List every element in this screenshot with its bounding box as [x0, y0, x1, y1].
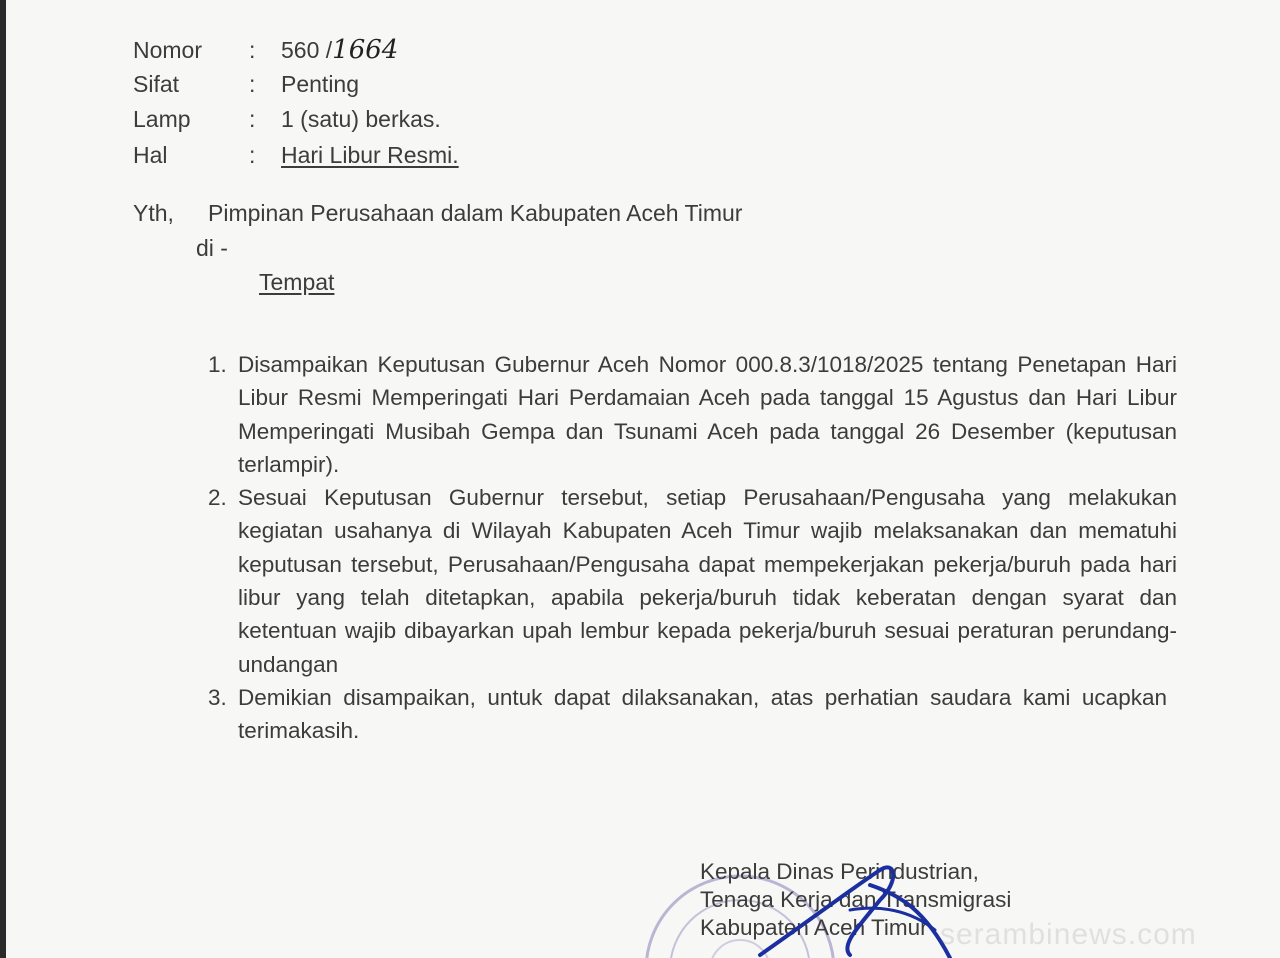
list-item — [205, 681, 1177, 748]
list-item — [205, 481, 1177, 681]
item-number: 1. — [208, 352, 227, 377]
watermark-text: serambinews.com — [940, 918, 1197, 951]
signature-line-2: Tenaga Kerja dan Transmigrasi — [700, 887, 1012, 912]
item-number: 2. — [208, 485, 227, 511]
nomor-handwritten: 1664 — [332, 35, 399, 65]
item-text: Demikian disampaikan, untuk dapat dilaksanakan, atas perhatian saudara kami ucapkan terimakasih. — [238, 684, 1167, 744]
di-label: di - — [196, 235, 228, 261]
nomor-colon: : — [249, 37, 256, 63]
tempat-label: Tempat — [259, 269, 335, 295]
lamp-colon: : — [249, 106, 256, 132]
item-number: 3. — [208, 684, 227, 710]
sifat-value: Penting — [281, 71, 360, 97]
hal-label: Hal — [133, 142, 168, 168]
item-text: Sesuai Keputusan Gubernur tersebut, setiap Perusahaan/Pengusaha yang melakukan kegiatan usahanya di Wilayah Kabupaten Aceh Timur wajib melaksanakan dan mematuhi keputusan tersebut, Perusahaan/Pengusaha dapat mempekerjakan pekerja/buruh pada hari libur yang telah ditetapkan, apabila pekerja/buruh tidak keberatan dengan syarat dan ketentuan wajib dibayarkan upah lembur kepada pekerja/buruh sesuai peraturan perundang-undangan — [238, 485, 1177, 677]
hal-value: Hari Libur Resmi. — [281, 142, 459, 168]
nomor-label: Nomor — [133, 37, 203, 63]
item-text: Disampaikan Keputusan Gubernur Aceh Nomor 000.8.3/1018/2025 tentang Penetapan Hari Libur Resmi Memperingati Hari Perdamaian Aceh pada tanggal 15 Agustus dan Hari Libur Memperingati Musibah Gempa dan Tsunami Aceh pada tanggal 26 Desember (keputusan terlampir). — [238, 352, 1177, 477]
lamp-label: Lamp — [133, 106, 191, 132]
sifat-colon: : — [249, 71, 256, 97]
body-list — [205, 348, 1177, 748]
sifat-label: Sifat — [133, 71, 180, 97]
nomor-printed: 560 / — [281, 37, 333, 63]
list-item — [205, 348, 1177, 481]
nomor-value — [281, 34, 398, 66]
yth-label: Yth, — [133, 200, 174, 226]
hal-colon: : — [249, 142, 256, 168]
recipient: Pimpinan Perusahaan dalam Kabupaten Aceh Timur — [208, 200, 743, 226]
signature-line-1: Kepala Dinas Perindustrian, — [700, 859, 979, 884]
signature-line-3: Kabupaten Aceh Timur — [700, 915, 928, 940]
lamp-value: 1 (satu) berkas. — [281, 106, 441, 132]
